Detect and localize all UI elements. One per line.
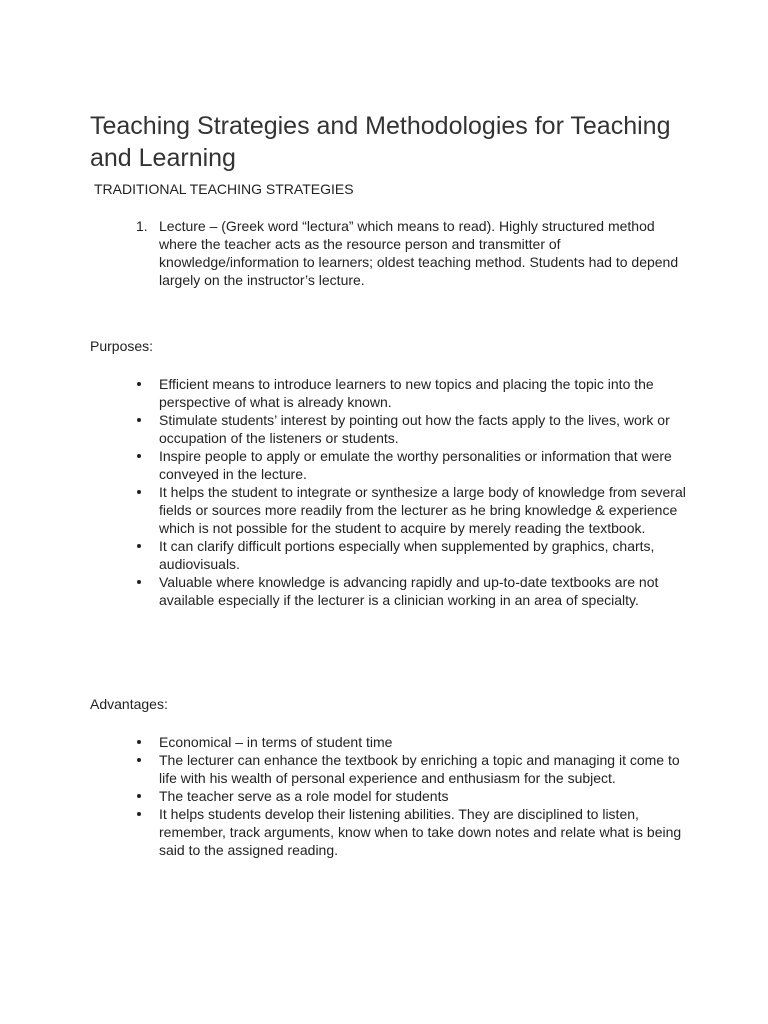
list-item: It can clarify difficult portions especially when supplemented by graphics, charts, audiovisuals. xyxy=(90,537,690,573)
document-title: Teaching Strategies and Methodologies for Teaching and Learning xyxy=(90,112,671,172)
list-item: Economical – in terms of student time xyxy=(90,733,690,751)
advantages-list xyxy=(90,733,690,859)
purposes-heading: Purposes: xyxy=(90,338,154,354)
list-item: Efficient means to introduce learners to new topics and placing the topic into the perspective of what is already known. xyxy=(90,375,690,411)
item-text: Lecture – (Greek word “lectura” which means to read). Highly structured method where the teacher acts as the resource person and transmitter of knowledge/information to learners; oldest teaching method. Students had to depend largely on the instructor’s lecture. xyxy=(159,218,679,288)
list-item: Stimulate students’ interest by pointing out how the facts apply to the lives, work or occupation of the listeners or students. xyxy=(90,411,690,447)
section-subtitle: TRADITIONAL TEACHING STRATEGIES xyxy=(94,181,354,197)
purposes-list xyxy=(90,375,690,609)
list-item: The teacher serve as a role model for students xyxy=(90,787,690,805)
list-item: It helps students develop their listening abilities. They are disciplined to listen, remember, track arguments, know when to take down notes and relate what is being said to the assigned reading. xyxy=(90,805,690,859)
list-item: It helps the student to integrate or synthesize a large body of knowledge from several fields or sources more readily from the lecturer as he bring knowledge & experience which is not possible for the student to acquire by merely reading the textbook. xyxy=(90,483,690,537)
advantages-heading: Advantages: xyxy=(90,696,168,712)
numbered-item xyxy=(90,217,690,289)
list-item: The lecturer can enhance the textbook by enriching a topic and managing it come to life with his wealth of personal experience and enthusiasm for the subject. xyxy=(90,751,690,787)
numbered-list xyxy=(90,217,690,289)
list-item: Valuable where knowledge is advancing rapidly and up-to-date textbooks are not available especially if the lecturer is a clinician working in an area of specialty. xyxy=(90,573,690,609)
item-number: 1. xyxy=(136,218,148,234)
list-item: Inspire people to apply or emulate the worthy personalities or information that were conveyed in the lecture. xyxy=(90,447,690,483)
